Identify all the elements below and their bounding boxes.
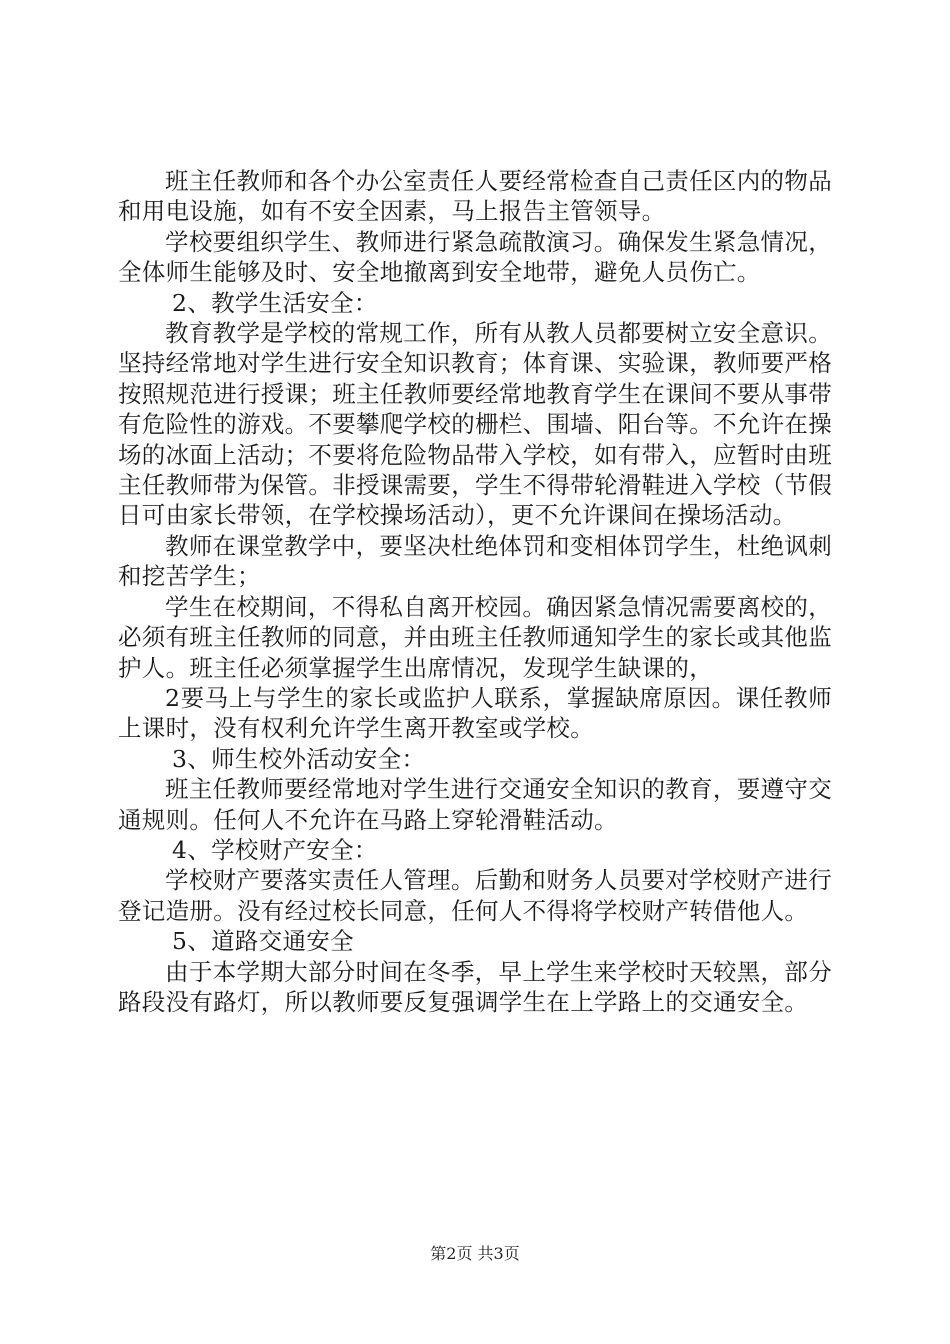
paragraph-5: 学生在校期间，不得私自离开校园。确因紧急情况需要离校的，必须有班主任教师的同意，并由班主任教师通知学生的家长或其他监护人。班主任必须掌握学生出席情况，发现学生缺课的， bbox=[118, 592, 832, 682]
section-heading-5: 5、道路交通安全 bbox=[172, 927, 354, 956]
section-heading-4: 4、学校财产安全： bbox=[172, 835, 378, 864]
paragraph-4: 教师在课堂教学中，要坚决杜绝体罚和变相体罚学生，杜绝讽刺和挖苦学生； bbox=[118, 531, 832, 591]
paragraph-1: 班主任教师和各个办公室责任人要经常检查自己责任区内的物品和用电设施，如有不安全因素，马上报告主管领导。 bbox=[118, 167, 832, 226]
paragraph-6: 2要马上与学生的家长或监护人联系，掌握缺席原因。课任教师上课时，没有权利允许学生离开教室或学校。 bbox=[118, 683, 832, 743]
section-heading-3: 3、师生校外活动安全： bbox=[172, 744, 426, 773]
section-heading-2: 2、教学生活安全： bbox=[172, 288, 378, 317]
document-body bbox=[118, 166, 832, 1017]
paragraph-3: 教育教学是学校的常规工作，所有从教人员都要树立安全意识。坚持经常地对学生进行安全知识教育；体育课、实验课，教师要严格按照规范进行授课；班主任教师要经常地教育学生在课间不要从事带有危险性的游戏。不要攀爬学校的栅栏、围墙、阳台等。不允许在操场的冰面上活动；不要将危险物品带入学校，如有带入，应暂时由班主任教师带为保管。非授课需要，学生不得带轮滑鞋进入学校（节假日可由家长带领，在学校操场活动），更不允许课间在操场活动。 bbox=[118, 319, 832, 530]
paragraph-2: 学校要组织学生、教师进行紧急疏散演习。确保发生紧急情况，全体师生能够及时、安全地撤离到安全地带，避免人员伤亡。 bbox=[118, 227, 832, 287]
paragraph-7: 班主任教师要经常地对学生进行交通安全知识的教育，要遵守交通规则。任何人不允许在马路上穿轮滑鞋活动。 bbox=[118, 775, 832, 834]
page-footer bbox=[0, 1244, 950, 1264]
paragraph-9: 由于本学期大部分时间在冬季，早上学生来学校时天较黑，部分路段没有路灯，所以教师要反复强调学生在上学路上的交通安全。 bbox=[118, 957, 832, 1016]
page-number: 第2页 共3页 bbox=[430, 1244, 520, 1263]
paragraph-8: 学校财产要落实责任人管理。后勤和财务人员要对学校财产进行登记造册。没有经过校长同意，任何人不得将学校财产转借他人。 bbox=[118, 866, 832, 925]
